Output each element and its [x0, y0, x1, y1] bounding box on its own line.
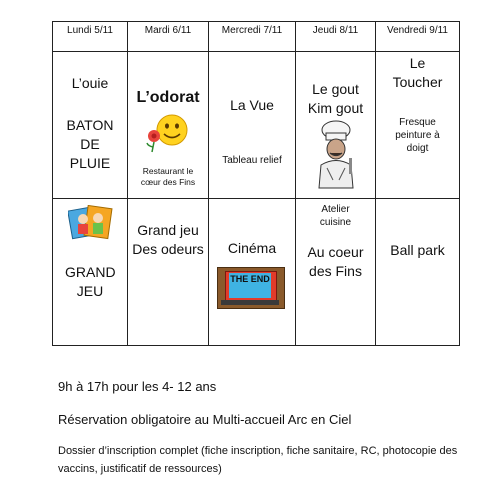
activity-title: Ball park [390, 242, 445, 258]
header-row [53, 22, 460, 52]
day-header-jeudi: Jeudi 8/11 [296, 22, 376, 52]
activity-title: Grand jeu Des odeurs [132, 222, 204, 257]
day-header-mercredi: Mercredi 7/11 [209, 22, 296, 52]
activity-schedule-table [52, 21, 460, 346]
activity-title: Le gout Kim gout [307, 81, 364, 116]
activity-title: La Vue [230, 97, 274, 113]
smiley-flower-icon [142, 110, 192, 154]
cell-vendredi-1 [376, 52, 460, 199]
opening-hours: 9h à 17h pour les 4- 12 ans [58, 379, 217, 394]
morning-row [53, 52, 460, 199]
cell-mardi-2 [128, 199, 209, 346]
cell-lundi-1 [53, 52, 128, 199]
cell-mardi-1 [128, 52, 209, 199]
cell-mercredi-1 [209, 52, 296, 199]
activity-title: L’odorat [136, 89, 200, 106]
activity-title: Le Toucher [392, 55, 443, 90]
activity-subtitle: BATON DE PLUIE [66, 117, 114, 171]
cell-mercredi-2 [209, 199, 296, 346]
day-header-vendredi: Vendredi 9/11 [376, 22, 460, 52]
reservation-notice: Réservation obligatoire au Multi-accueil Arc en Ciel [58, 412, 352, 427]
cell-jeudi-2 [296, 199, 376, 346]
activity-title: GRAND JEU [65, 264, 116, 299]
cinema-end-icon [217, 267, 283, 307]
cell-jeudi-1 [296, 52, 376, 199]
activity-note: Tableau relief [222, 155, 282, 166]
registration-documents: Dossier d’inscription complet (fiche inscription, fiche sanitaire, RC, photocopie des vaccins, justificatif de ressources) [58, 445, 458, 475]
activity-title: Cinéma [227, 240, 277, 256]
activity-note: Atelier cuisine [319, 204, 352, 228]
activity-note: Restaurant le cœur des Fins [140, 166, 196, 187]
day-header-mardi: Mardi 6/11 [128, 22, 209, 52]
chef-icon [313, 120, 359, 190]
activity-title: Au coeur des Fins [307, 244, 364, 279]
activity-title: L’ouie [71, 75, 109, 91]
day-header-lundi: Lundi 5/11 [53, 22, 128, 52]
cell-vendredi-2 [376, 199, 460, 346]
afternoon-row [53, 199, 460, 346]
cinema-sign-text: THE END [229, 273, 271, 298]
kids-playing-icon [68, 205, 114, 241]
cell-lundi-2 [53, 199, 128, 346]
activity-note: Fresque peinture à doigt [395, 117, 440, 154]
